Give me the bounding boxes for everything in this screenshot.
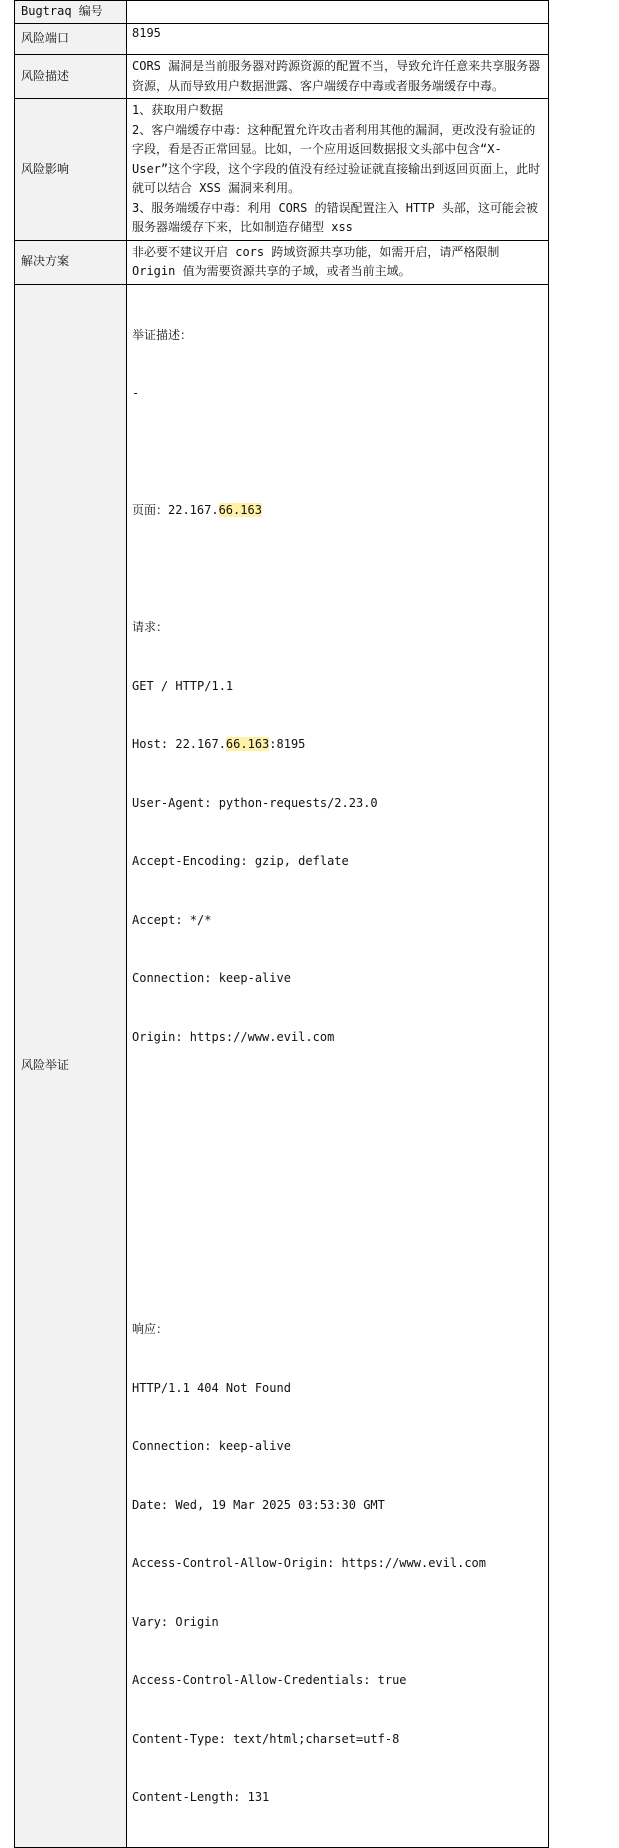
impact-item-1: 1、获取用户数据 bbox=[132, 103, 224, 117]
port-label: 风险端口 bbox=[15, 24, 127, 55]
spacer bbox=[132, 1145, 544, 1165]
vulnerability-report-table bbox=[14, 0, 549, 1848]
host-suffix: :8195 bbox=[269, 737, 306, 751]
impact-item-3: 3、服务端缓存中毒：利用 CORS 的错误配置注入 HTTP 头部，这可能会被服务器端缓存下来，比如制造存储型 xss bbox=[132, 200, 538, 234]
request-host-line bbox=[132, 735, 544, 755]
bugtraq-label: Bugtraq 编号 bbox=[15, 1, 127, 24]
port-row bbox=[15, 24, 549, 55]
host-ip-highlight: 66.163 bbox=[225, 737, 270, 751]
solution-row bbox=[15, 240, 549, 284]
bugtraq-row bbox=[15, 1, 549, 24]
response-acac: Access-Control-Allow-Credentials: true bbox=[132, 1673, 407, 1687]
host-prefix: Host: 22.167. bbox=[132, 737, 226, 751]
port-value: 8195 bbox=[127, 24, 549, 55]
response-content-type: Content-Type: text/html;charset=utf-8 bbox=[132, 1731, 400, 1746]
description-row bbox=[15, 55, 549, 99]
response-date: Date: Wed, 19 Mar 2025 03:53:30 GMT bbox=[132, 1497, 385, 1512]
impact-row bbox=[15, 99, 549, 241]
proof-page-line bbox=[132, 501, 544, 521]
proof-dash: - bbox=[132, 386, 140, 400]
solution-value: 非必要不建议开启 cors 跨域资源共享功能，如需开启，请严格限制 Origin 值为需要资源共享的子域，或者当前主域。 bbox=[127, 240, 549, 284]
response-content-length: Content-Length: 131 bbox=[132, 1790, 270, 1804]
spacer bbox=[132, 1086, 544, 1106]
page-ip-highlight: 66.163 bbox=[218, 503, 262, 517]
spacer bbox=[132, 560, 544, 580]
description-value: CORS 漏洞是当前服务器对跨源资源的配置不当，导致允许任意来共享服务器资源，从而导致用户数据泄露、客户端缓存中毒或者服务端缓存中毒。 bbox=[127, 55, 549, 99]
request-line: GET / HTTP/1.1 bbox=[132, 678, 234, 693]
spacer bbox=[132, 1262, 544, 1282]
request-title: 请求： bbox=[132, 620, 169, 634]
response-status: HTTP/1.1 404 Not Found bbox=[132, 1380, 291, 1395]
spacer bbox=[132, 1203, 544, 1223]
spacer bbox=[132, 443, 544, 463]
request-accept: Accept: */* bbox=[132, 912, 212, 927]
response-connection: Connection: keep-alive bbox=[132, 1439, 291, 1453]
proof-intro: 举证描述： bbox=[132, 327, 193, 342]
response-title: 响应： bbox=[132, 1322, 169, 1336]
request-user-agent: User-Agent: python-requests/2.23.0 bbox=[132, 795, 378, 810]
proof-label: 风险举证 bbox=[15, 284, 127, 1847]
solution-label: 解决方案 bbox=[15, 240, 127, 284]
bugtraq-value bbox=[127, 1, 549, 24]
request-connection: Connection: keep-alive bbox=[132, 971, 291, 985]
page-prefix: 页面：22.167. bbox=[132, 503, 219, 517]
description-label: 风险描述 bbox=[15, 55, 127, 99]
proof-row bbox=[15, 284, 549, 1847]
impact-label: 风险影响 bbox=[15, 99, 127, 241]
request-accept-encoding: Accept-Encoding: gzip, deflate bbox=[132, 854, 349, 868]
impact-value bbox=[127, 99, 549, 241]
response-vary: Vary: Origin bbox=[132, 1614, 219, 1629]
response-acao: Access-Control-Allow-Origin: https://www.evil.com bbox=[132, 1556, 487, 1570]
impact-item-2: 2、客户端缓存中毒：这种配置允许攻击者利用其他的漏洞，更改没有验证的字段，看是否正常回显。比如，一个应用返回数据报文头部中包含“X-User”这个字段，这个字段的值没有经过验证就直接输出到返回页面上，此时就可以结合 XSS 漏洞来利用。 bbox=[132, 122, 541, 195]
request-origin: Origin: https://www.evil.com bbox=[132, 1029, 335, 1044]
proof-value bbox=[127, 284, 549, 1847]
